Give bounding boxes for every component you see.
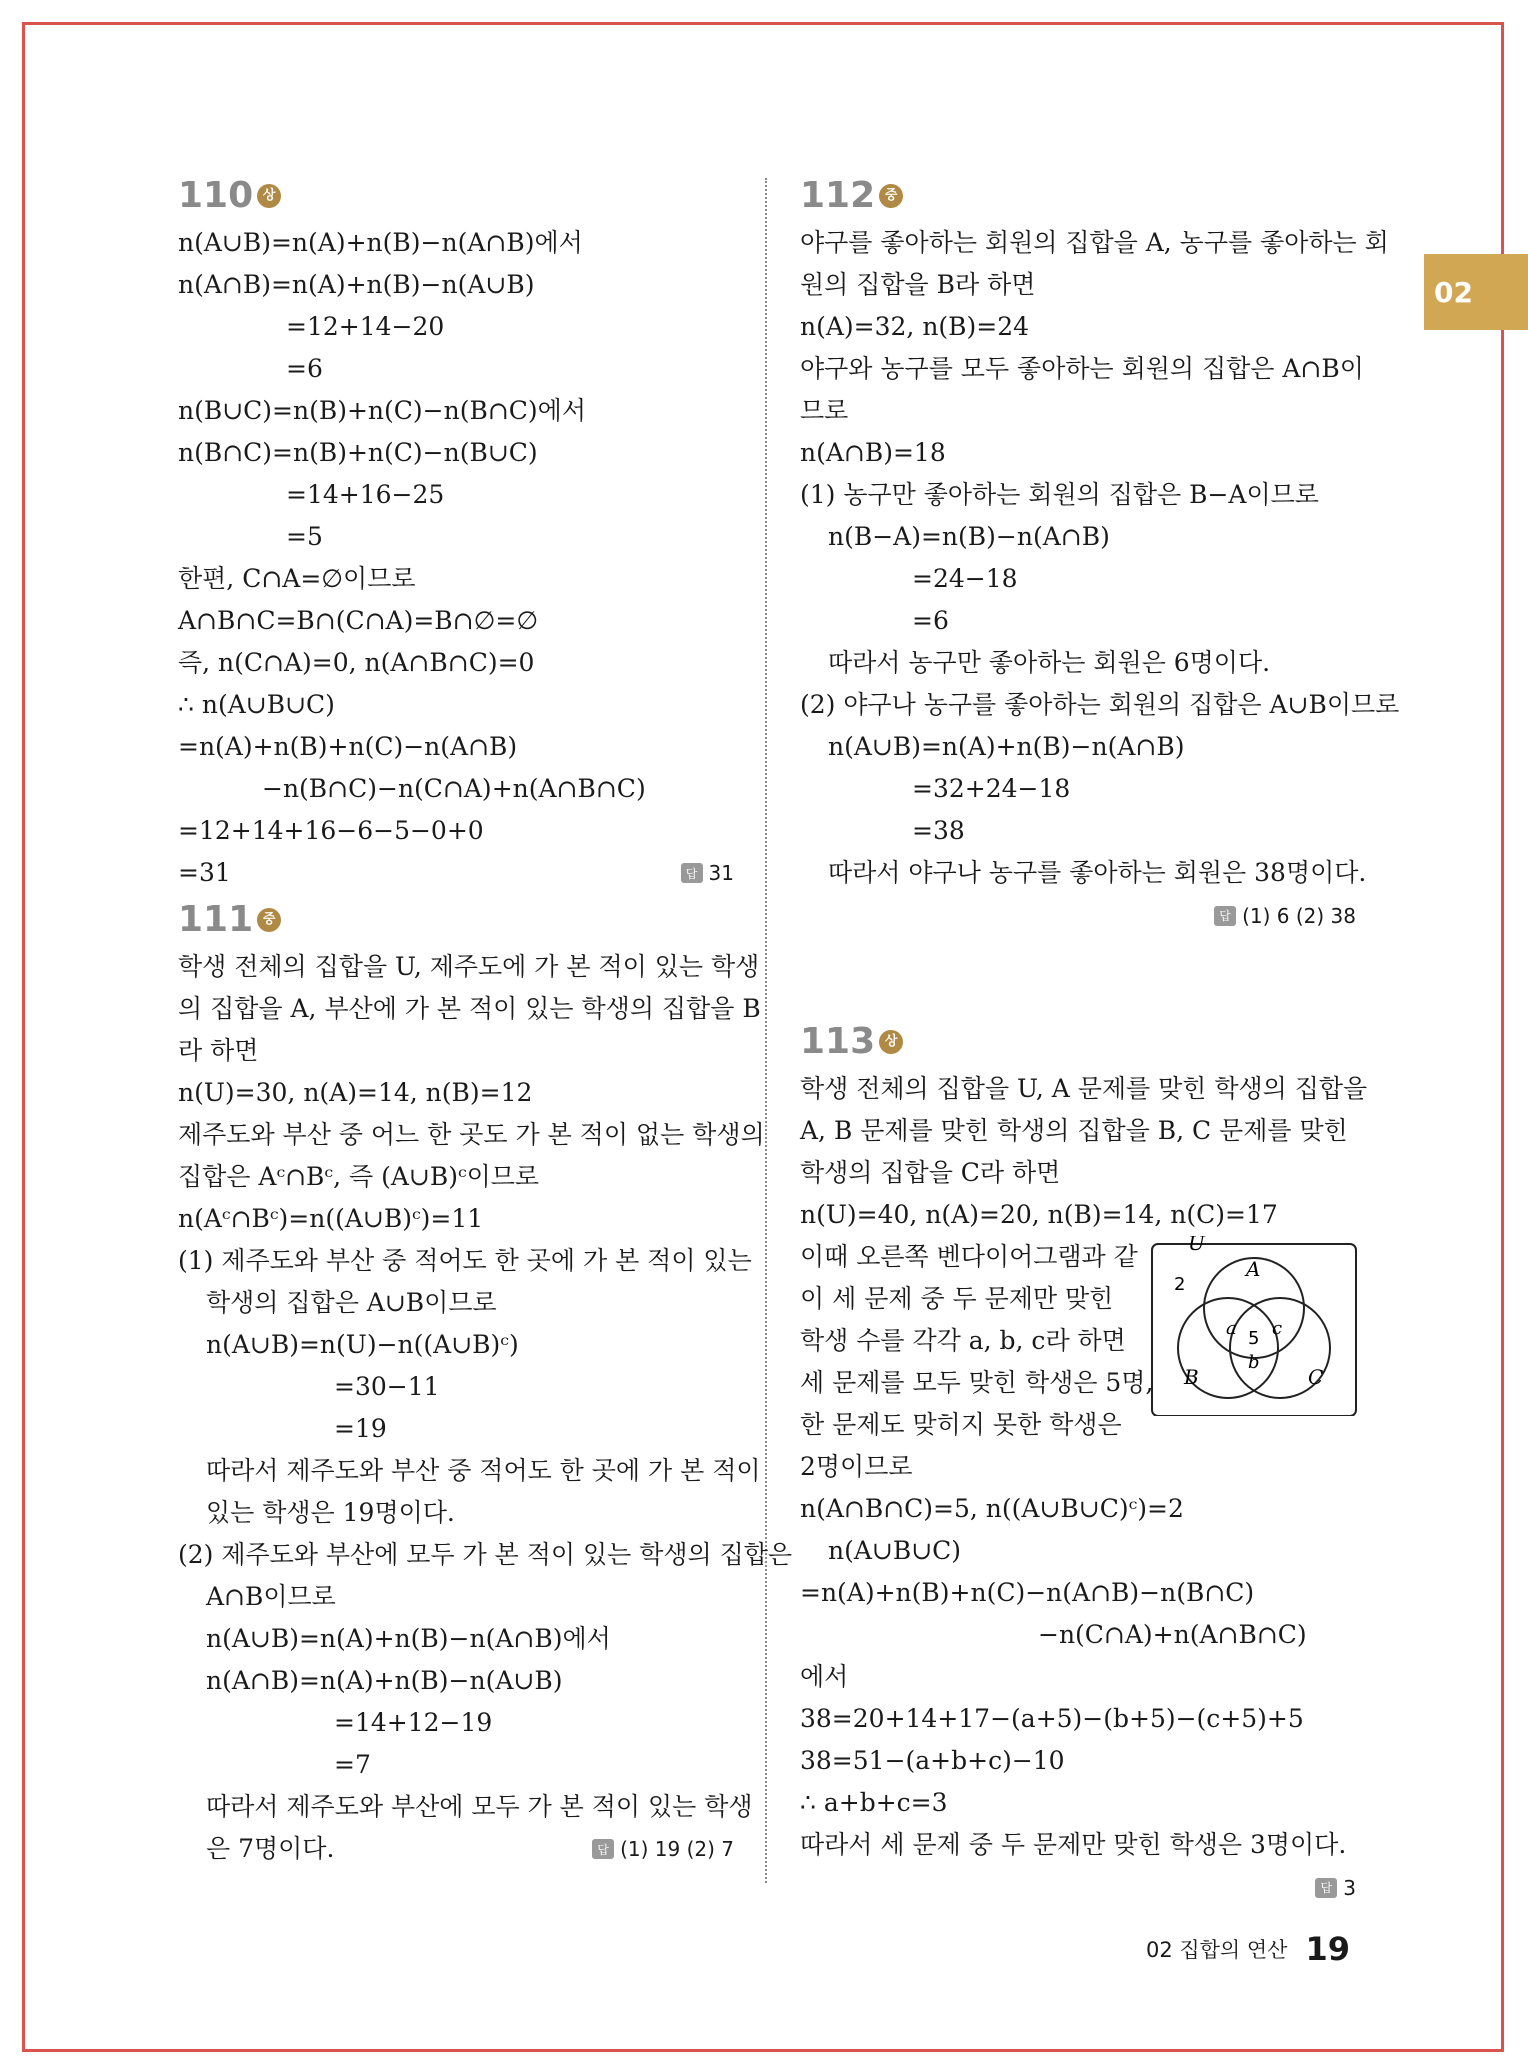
answer-icon: 답 <box>1214 906 1236 926</box>
solution-line: 한 문제도 맞히지 못한 학생은 <box>800 1410 1122 1439</box>
solution-line: =6 <box>286 354 323 383</box>
solution-line: ∴ a+b+c=3 <box>800 1788 948 1817</box>
solution-line: −n(B∩C)−n(C∩A)+n(A∩B∩C) <box>262 774 646 803</box>
solution-line: 따라서 제주도와 부산 중 적어도 한 곳에 가 본 적이 <box>206 1456 761 1485</box>
answer-value: (1) 6 (2) 38 <box>1242 904 1356 928</box>
solution-line: 야구를 좋아하는 회원의 집합을 A, 농구를 좋아하는 회 <box>800 228 1389 257</box>
answer-icon: 답 <box>592 1839 614 1859</box>
solution-line: =32+24−18 <box>912 774 1071 803</box>
solution-line: 므로 <box>800 396 849 425</box>
problem-number: 112 <box>800 175 876 216</box>
venn-bc: b <box>1248 1352 1260 1373</box>
solution-line: A, B 문제를 맞힌 학생의 집합을 B, C 문제를 맞힌 <box>800 1116 1348 1145</box>
answer-icon: 답 <box>681 863 703 883</box>
column-divider <box>765 178 767 1883</box>
right-column <box>800 170 1400 1908</box>
venn-label-a: A <box>1246 1257 1261 1281</box>
difficulty-badge: 중 <box>879 184 903 208</box>
solution-line: 따라서 농구만 좋아하는 회원은 6명이다. <box>828 648 1271 677</box>
solution-line: 따라서 제주도와 부산에 모두 가 본 적이 있는 학생 <box>206 1792 753 1821</box>
solution-line: =14+12−19 <box>334 1708 493 1737</box>
answer-icon: 답 <box>1315 1878 1337 1898</box>
answer <box>1214 895 1356 937</box>
solution-line: =n(A)+n(B)+n(C)−n(A∩B)−n(B∩C) <box>800 1578 1255 1607</box>
solution-line: n(A∩B)=n(A)+n(B)−n(A∪B) <box>178 270 535 299</box>
venn-diagram <box>1150 1236 1360 1416</box>
answer <box>681 852 734 894</box>
solution-line: 학생의 집합은 A∪B이므로 <box>206 1288 497 1317</box>
solution-line: n(Aᶜ∩Bᶜ)=n((A∪B)ᶜ)=11 <box>178 1204 484 1233</box>
problem-111-header <box>178 894 734 946</box>
solution-line: (1) 농구만 좋아하는 회원의 집합은 B−A이므로 <box>800 480 1319 509</box>
solution-line: 학생의 집합을 C라 하면 <box>800 1158 1061 1187</box>
chapter-tab: 02 <box>1424 254 1528 330</box>
solution-line: 집합은 Aᶜ∩Bᶜ, 즉 (A∪B)ᶜ이므로 <box>178 1162 540 1191</box>
page-number: 19 <box>1305 1930 1350 1968</box>
solution-line: 38=51−(a+b+c)−10 <box>800 1746 1065 1775</box>
solution-line: n(A∪B)=n(A)+n(B)−n(A∩B)에서 <box>206 1624 611 1653</box>
difficulty-badge: 상 <box>879 1030 903 1054</box>
solution-line: 한편, C∩A=∅이므로 <box>178 564 416 593</box>
solution-line: 38=20+14+17−(a+5)−(b+5)−(c+5)+5 <box>800 1704 1304 1733</box>
problem-112-header <box>800 170 1356 222</box>
solution-line: n(A∩B)=18 <box>800 438 946 467</box>
solution-line: n(A∪B∪C) <box>828 1536 962 1565</box>
solution-line: 원의 집합을 B라 하면 <box>800 270 1036 299</box>
solution-line: =14+16−25 <box>286 480 445 509</box>
solution-line: n(A∩B∩C)=5, n((A∪B∪C)ᶜ)=2 <box>800 1494 1184 1523</box>
solution-line: =24−18 <box>912 564 1018 593</box>
venn-center: 5 <box>1248 1328 1260 1349</box>
answer-value: 31 <box>708 861 734 885</box>
solution-line: =12+14−20 <box>286 312 445 341</box>
problem-110-header <box>178 170 734 222</box>
venn-label-u: U <box>1188 1236 1205 1255</box>
solution-line: 에서 <box>800 1662 849 1691</box>
solution-line: =38 <box>912 816 965 845</box>
solution-line: 라 하면 <box>178 1036 259 1065</box>
answer <box>1315 1867 1356 1909</box>
solution-line: n(U)=30, n(A)=14, n(B)=12 <box>178 1078 533 1107</box>
solution-line: 2명이므로 <box>800 1452 913 1481</box>
solution-line: 야구와 농구를 모두 좋아하는 회원의 집합은 A∩B이 <box>800 354 1364 383</box>
solution-line: 즉, n(C∩A)=0, n(A∩B∩C)=0 <box>178 648 535 677</box>
venn-ab: a <box>1226 1318 1237 1339</box>
solution-line: =19 <box>334 1414 387 1443</box>
solution-line: n(B∩C)=n(B)+n(C)−n(B∪C) <box>178 438 538 467</box>
solution-line: n(U)=40, n(A)=20, n(B)=14, n(C)=17 <box>800 1200 1278 1229</box>
solution-line: 따라서 세 문제 중 두 문제만 맞힌 학생은 3명이다. <box>800 1830 1347 1859</box>
solution-line: n(A∪B)=n(U)−n((A∪B)ᶜ) <box>206 1330 519 1359</box>
solution-line: 학생 전체의 집합을 U, 제주도에 가 본 적이 있는 학생 <box>178 952 760 981</box>
solution-line: (2) 제주도와 부산에 모두 가 본 적이 있는 학생의 집합은 <box>178 1540 793 1569</box>
solution-line: 따라서 야구나 농구를 좋아하는 회원은 38명이다. <box>828 858 1367 887</box>
solution-line: =30−11 <box>334 1372 440 1401</box>
solution-line: n(A∪B)=n(A)+n(B)−n(A∩B)에서 <box>178 228 583 257</box>
solution-line: ∴ n(A∪B∪C) <box>178 690 335 719</box>
answer-value: 3 <box>1343 1876 1356 1900</box>
answer-value: (1) 19 (2) 7 <box>620 1837 734 1861</box>
solution-line: (2) 야구나 농구를 좋아하는 회원의 집합은 A∪B이므로 <box>800 690 1400 719</box>
solution-line: 이때 오른쪽 벤다이어그램과 같 <box>800 1242 1138 1271</box>
venn-label-c: C <box>1308 1365 1324 1389</box>
solution-line: −n(C∩A)+n(A∩B∩C) <box>1038 1620 1307 1649</box>
problem-number: 111 <box>178 899 254 940</box>
solution-line: =12+14+16−6−5−0+0 <box>178 816 484 845</box>
solution-line: n(A∪B)=n(A)+n(B)−n(A∩B) <box>828 732 1185 761</box>
solution-line: =31 <box>178 858 231 887</box>
solution-line: n(A∩B)=n(A)+n(B)−n(A∪B) <box>206 1666 563 1695</box>
solution-line: 은 7명이다. <box>206 1834 335 1863</box>
solution-line: (1) 제주도와 부산 중 적어도 한 곳에 가 본 적이 있는 <box>178 1246 752 1275</box>
problem-113-header <box>800 1016 1356 1068</box>
solution-line: n(B−A)=n(B)−n(A∩B) <box>828 522 1110 551</box>
page-footer <box>1146 1930 1350 1968</box>
solution-line: 제주도와 부산 중 어느 한 곳도 가 본 적이 없는 학생의 <box>178 1120 765 1149</box>
solution-line: 세 문제를 모두 맞힌 학생은 5명, <box>800 1368 1154 1397</box>
solution-line: 이 세 문제 중 두 문제만 맞힌 <box>800 1284 1114 1313</box>
chapter-title: 02 집합의 연산 <box>1145 1938 1288 1962</box>
problem-number: 110 <box>178 175 254 216</box>
solution-line: 학생 전체의 집합을 U, A 문제를 맞힌 학생의 집합을 <box>800 1074 1368 1103</box>
difficulty-badge: 중 <box>257 908 281 932</box>
solution-line: =6 <box>912 606 949 635</box>
solution-line: n(A)=32, n(B)=24 <box>800 312 1030 341</box>
solution-line: =n(A)+n(B)+n(C)−n(A∩B) <box>178 732 518 761</box>
solution-line: 의 집합을 A, 부산에 가 본 적이 있는 학생의 집합을 B <box>178 994 761 1023</box>
solution-line: 있는 학생은 19명이다. <box>206 1498 455 1527</box>
venn-outside: 2 <box>1174 1274 1186 1295</box>
left-column <box>178 170 793 1870</box>
solution-line: =7 <box>334 1750 371 1779</box>
venn-label-b: B <box>1184 1365 1199 1389</box>
solution-line: =5 <box>286 522 323 551</box>
venn-ca: c <box>1272 1318 1283 1339</box>
problem-number: 113 <box>800 1021 876 1062</box>
solution-line: A∩B이므로 <box>206 1582 336 1611</box>
solution-line: A∩B∩C=B∩(C∩A)=B∩∅=∅ <box>178 606 539 635</box>
difficulty-badge: 상 <box>257 184 281 208</box>
answer <box>592 1828 734 1870</box>
solution-line: 학생 수를 각각 a, b, c라 하면 <box>800 1326 1126 1355</box>
solution-line: n(B∪C)=n(B)+n(C)−n(B∩C)에서 <box>178 396 586 425</box>
